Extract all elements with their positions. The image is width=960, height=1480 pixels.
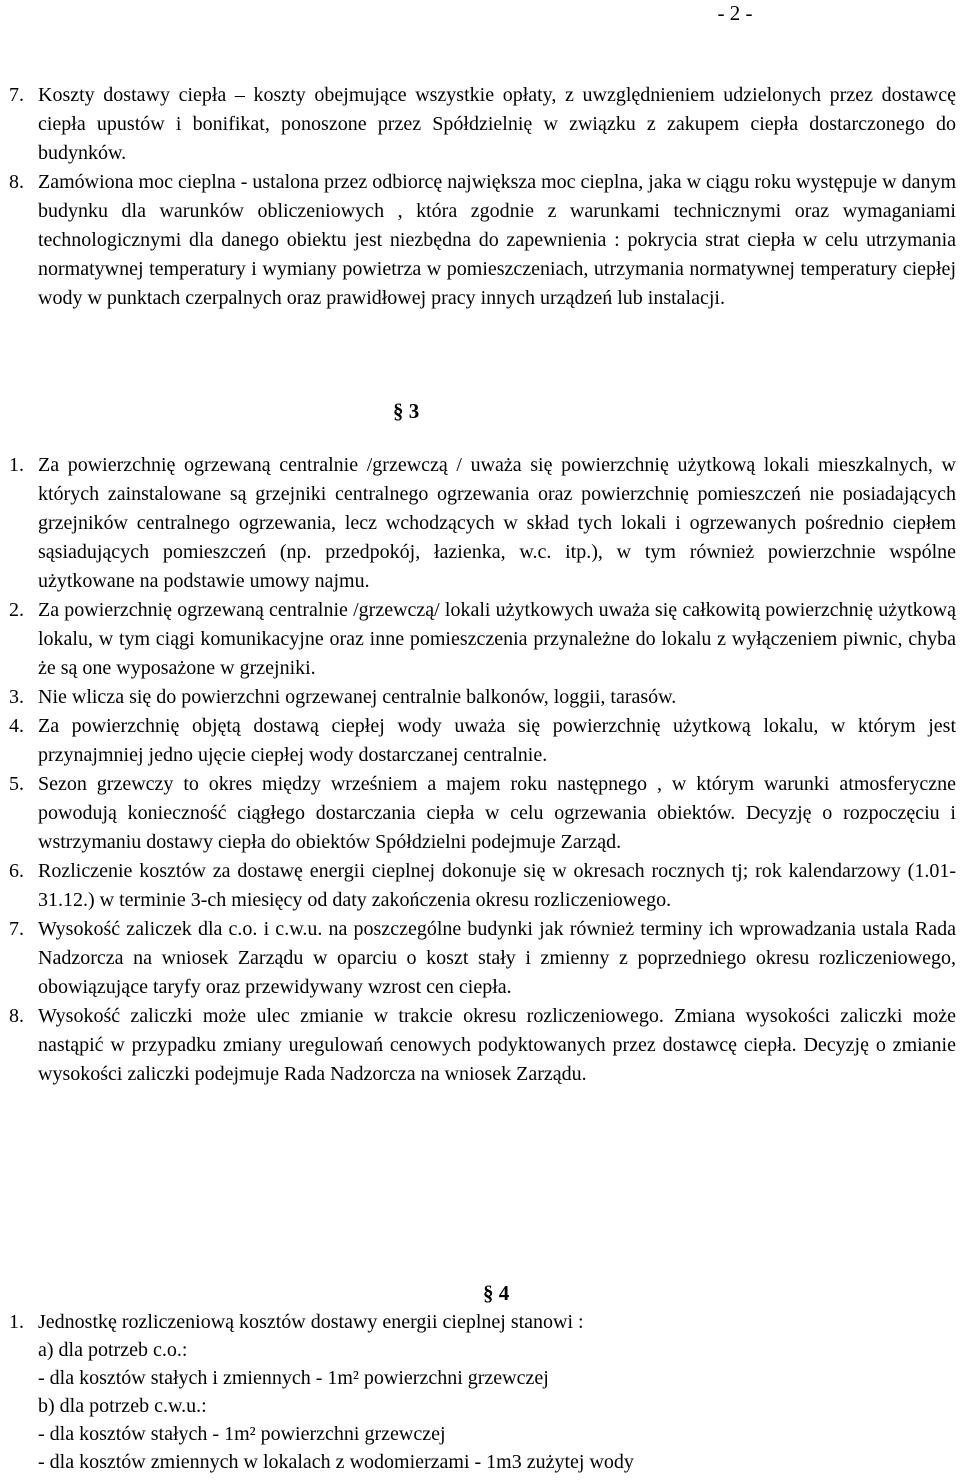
item-text: Nie wlicza się do powierzchni ogrzewanej centralnie balkonów, loggii, tarasów.	[38, 686, 677, 708]
item-text: Za powierzchnię ogrzewaną centralnie /grzewczą / uważa się powierzchnię użytkową lokali mieszkalnych, w których zainstalowane są grzejniki centralnego ogrzewania oraz powierzchnię pomieszczeń nie posiadających grzejników centralnego ogrzewania, lecz wchodzących w skład tych lokali i ogrzewanych pośrednio ciepłem sąsiadujących pomieszczeń (np. przedpokój, łazienka, w.c. itp.), w tym również powierzchnie wspólne użytkowane na podstawie umowy najmu.	[38, 454, 956, 592]
section-3-list	[9, 451, 956, 1089]
list-item	[9, 168, 956, 313]
item-number: 1.	[9, 454, 24, 476]
section-heading-text: § 4	[483, 1281, 510, 1305]
section-heading-4	[0, 1280, 960, 1306]
item-text: Za powierzchnię objętą dostawą ciepłej wody uważa się powierzchnię użytkową lokalu, w którym jest przynajmniej jedno ujęcie ciepłej wody dostarczanej centralnie.	[38, 715, 956, 766]
item-number: 8.	[9, 1005, 24, 1027]
billing-line-cwu-heading: b) dla potrzeb c.w.u.:	[38, 1395, 207, 1417]
item-text: Koszty dostawy ciepła – koszty obejmujące wszystkie opłaty, z uwzględnieniem udzielonych przez dostawcę ciepła upustów i bonifikat, ponoszone przez Spółdzielnię w związku z zakupem ciepła dostarczonego do budynków.	[38, 84, 956, 164]
item-number: 2.	[9, 599, 24, 621]
billing-line-cwu-variable: - dla kosztów zmiennych w lokalach z wodomierzami - 1m3 zużytej wody	[38, 1451, 634, 1473]
item-number: 1.	[9, 1311, 24, 1333]
list-item	[9, 1002, 956, 1089]
list-item	[9, 596, 956, 683]
section-heading-3	[0, 398, 960, 424]
list-item	[9, 1308, 956, 1336]
billing-line-co-heading: a) dla potrzeb c.o.:	[38, 1339, 188, 1361]
list-item	[9, 915, 956, 1002]
page-number	[0, 0, 960, 26]
item-number: 6.	[9, 860, 24, 882]
list-item	[9, 683, 956, 712]
item-text: Sezon grzewczy to okres między wrześniem a majem roku następnego , w którym warunki atmosferyczne powodują konieczność ciągłego dostarczania ciepła w celu ogrzewania obiektów. Decyzję o rozpoczęciu i wstrzymaniu dostawy ciepła do obiektów Spółdzielni podejmuje Zarząd.	[38, 773, 956, 853]
billing-unit-lines	[9, 1336, 956, 1476]
section-heading-text: § 3	[393, 399, 420, 423]
item-number: 4.	[9, 715, 24, 737]
page-number-text: - 2 -	[717, 1, 753, 25]
item-number: 7.	[9, 84, 24, 106]
section-4-content	[9, 1308, 956, 1476]
definitions-continued	[9, 81, 956, 313]
item-number: 8.	[9, 171, 24, 193]
list-item	[9, 81, 956, 168]
item-number: 7.	[9, 918, 24, 940]
billing-line-cwu-fixed: - dla kosztów stałych - 1m² powierzchni grzewczej	[38, 1423, 446, 1445]
list-item	[9, 451, 956, 596]
item-text: Wysokość zaliczek dla c.o. i c.w.u. na poszczególne budynki jak również terminy ich wprowadzania ustala Rada Nadzorcza na wniosek Zarządu w oparciu o koszt stały i zmienny z poprzedniego okresu rozliczeniowego, obowiązujące taryfy oraz przewidywany wzrost cen ciepła.	[38, 918, 956, 998]
item-text: Jednostkę rozliczeniową kosztów dostawy energii cieplnej stanowi :	[38, 1311, 584, 1333]
item-number: 3.	[9, 686, 24, 708]
billing-line-co-costs: - dla kosztów stałych i zmiennych - 1m² powierzchni grzewczej	[38, 1367, 549, 1389]
list-item	[9, 770, 956, 857]
item-text: Za powierzchnię ogrzewaną centralnie /grzewczą/ lokali użytkowych uważa się całkowitą powierzchnię użytkową lokalu, w tym ciągi komunikacyjne oraz inne pomieszczenia przynależne do lokalu z wyłączeniem piwnic, chyba że są one wyposażone w grzejniki.	[38, 599, 956, 679]
item-text: Rozliczenie kosztów za dostawę energii cieplnej dokonuje się w okresach rocznych tj; rok kalendarzowy (1.01-31.12.) w terminie 3-ch miesięcy od daty zakończenia okresu rozliczeniowego.	[38, 860, 956, 911]
item-text: Zamówiona moc cieplna - ustalona przez odbiorcę największa moc cieplna, jaka w ciągu roku występuje w danym budynku dla warunków obliczeniowych , która zgodnie z warunkami technicznymi oraz wymaganiami technologicznymi dla danego obiektu jest niezbędna do zapewnienia : pokrycia strat ciepła w celu utrzymania normatywnej temperatury i wymiany powietrza w pomieszczeniach, utrzymania normatywnej temperatury ciepłej wody w punktach czerpalnych oraz prawidłowej pracy innych urządzeń lub instalacji.	[38, 171, 956, 309]
list-item	[9, 712, 956, 770]
item-number: 5.	[9, 773, 24, 795]
list-item	[9, 857, 956, 915]
item-text: Wysokość zaliczki może ulec zmianie w trakcie okresu rozliczeniowego. Zmiana wysokości zaliczki może nastąpić w przypadku zmiany uregulowań cenowych podyktowanych przez dostawcę ciepła. Decyzję o zmianie wysokości zaliczki podejmuje Rada Nadzorcza na wniosek Zarządu.	[38, 1005, 956, 1085]
